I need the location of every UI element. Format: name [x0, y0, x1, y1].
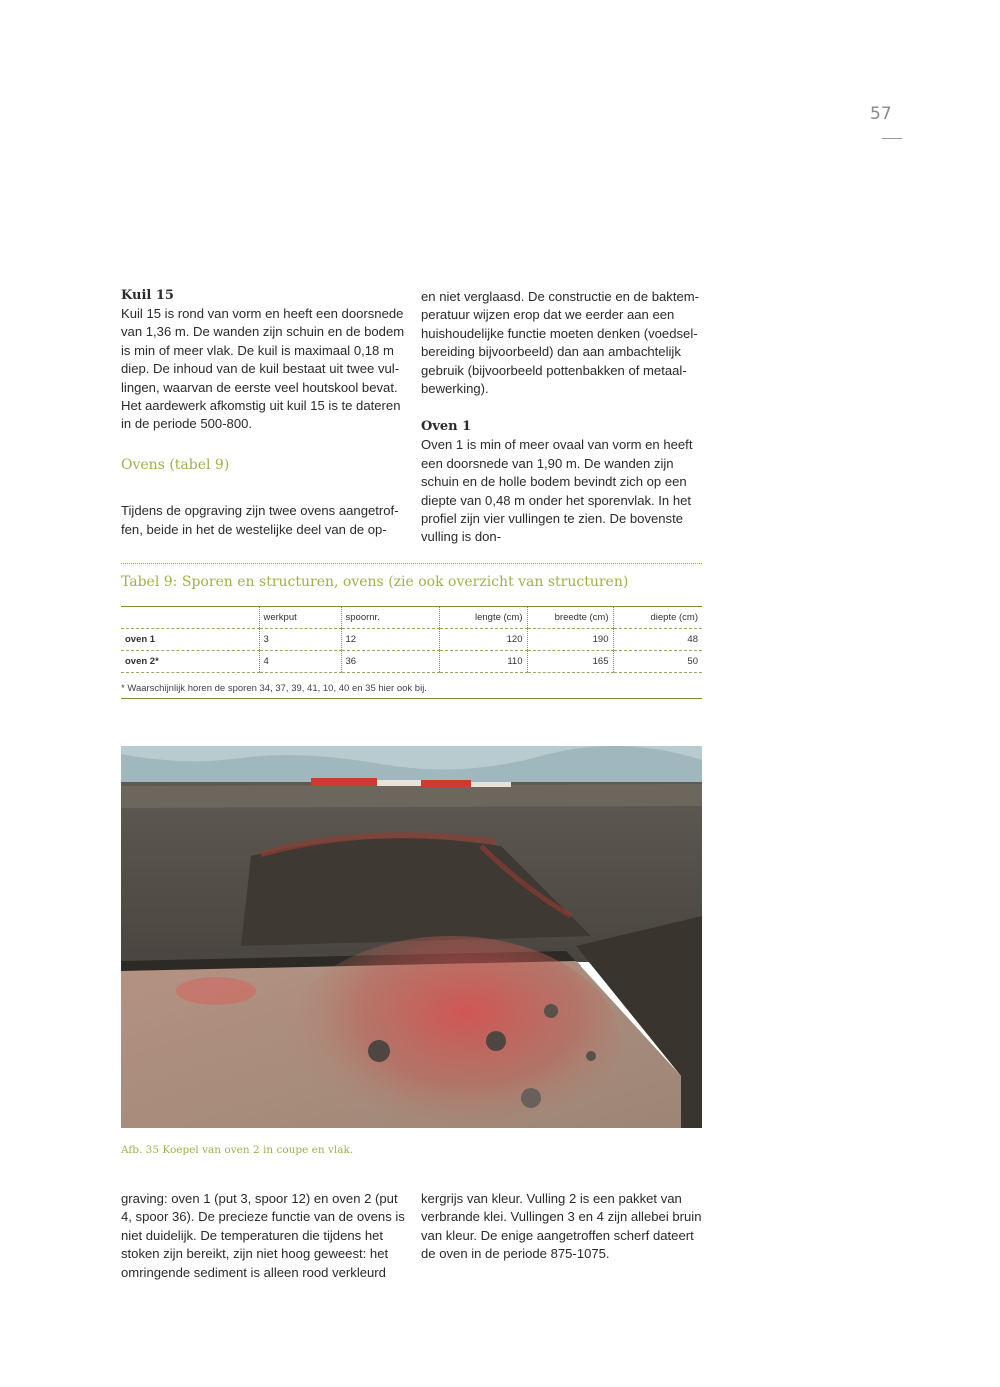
table-cell: 120: [439, 629, 527, 651]
ovens-table: [121, 606, 702, 673]
table-cell: 48: [613, 629, 702, 651]
table-cell: 165: [527, 651, 613, 673]
right-column: [421, 288, 706, 547]
paragraph-gap: [421, 398, 706, 418]
table-row: [121, 629, 702, 651]
table-cell: 36: [341, 651, 439, 673]
table-header-cell: spoornr.: [341, 607, 439, 629]
table-header-cell: lengte (cm): [439, 607, 527, 629]
page-number-rule: [882, 138, 902, 139]
bottom-right-column: [421, 1190, 706, 1264]
table-cell: 12: [341, 629, 439, 651]
kuil-heading: Kuil 15: [121, 288, 174, 303]
table-title: Tabel 9: Sporen en structuren, ovens (zie ook overzicht van structuren): [121, 574, 629, 590]
table-top-rule: [121, 563, 702, 564]
table-header-cell: breedte (cm): [527, 607, 613, 629]
oven1-paragraph: Oven 1 is min of meer ovaal van vorm en heeft een doorsnede van 1,90 m. De wanden zijn schuin en de holle bodem bevindt zich op een diepte van 0,48 m onder het sporenvlak. In het profiel zijn vier vullingen te zien. De bovenste vulling is don-: [421, 437, 693, 545]
ovens-paragraph: Tijdens de opgraving zijn twee ovens aangetroffen, beide in het de westelijke deel van de op-: [121, 503, 399, 537]
table-cell: 110: [439, 651, 527, 673]
table-cell: 50: [613, 651, 702, 673]
table-row: [121, 651, 702, 673]
table-header-row: [121, 607, 702, 629]
ovens-heading: Ovens (tabel 9): [121, 456, 230, 473]
oven-excavation-photo: [121, 746, 702, 1128]
figure-caption: Afb. 35 Koepel van oven 2 in coupe en vlak.: [121, 1144, 354, 1156]
left-column: [121, 287, 406, 539]
oven1-heading: Oven 1: [421, 419, 472, 435]
table-cell: 4: [259, 651, 341, 673]
bottom-left-paragraph: graving: oven 1 (put 3, spoor 12) en oven 2 (put 4, spoor 36). De precieze functie van de ovens is niet duidelijk. De temperaturen die tijdens het stoken zijn bereikt, zijn niet hoog geweest: het omringende sediment is alleen rood verkleurd: [121, 1191, 405, 1280]
bottom-left-column: [121, 1190, 406, 1282]
table-cell: oven 2*: [121, 651, 259, 673]
page-number: 57: [870, 104, 892, 124]
intro-paragraph: en niet verglaasd. De constructie en de baktemperatuur wijzen erop dat we eerder aan een huishoudelijke functie moeten denken (voedselbereiding bijvoorbeeld) dan aan ambachtelijk gebruik (bijvoorbeeld pottenbakken of metaalbewerking).: [421, 289, 700, 397]
table-header-cell: diepte (cm): [613, 607, 702, 629]
table-footnote: * Waarschijnlijk horen de sporen 34, 37, 39, 41, 10, 40 en 35 hier ook bij.: [121, 683, 702, 699]
table-header-cell: [121, 607, 259, 629]
table-header-cell: werkput: [259, 607, 341, 629]
kuil-paragraph: Kuil 15 is rond van vorm en heeft een doorsnede van 1,36 m. De wanden zijn schuin en de bodem is min of meer vlak. De kuil is maximaal 0,18 m diep. De inhoud van de kuil bestaat uit twee vullingen, waarvan de eerste veel houtskool bevat. Het aardewerk afkomstig uit kuil 15 is te dateren in de periode 500-800.: [121, 306, 405, 432]
table-cell: 190: [527, 629, 613, 651]
table-cell: 3: [259, 629, 341, 651]
table-cell: oven 1: [121, 629, 259, 651]
bottom-right-paragraph: kergrijs van kleur. Vulling 2 is een pakket van verbrande klei. Vullingen 3 en 4 zijn allebei bruin van kleur. De enige aangetroffen scherf dateert de oven in de periode 875-1075.: [421, 1191, 702, 1262]
